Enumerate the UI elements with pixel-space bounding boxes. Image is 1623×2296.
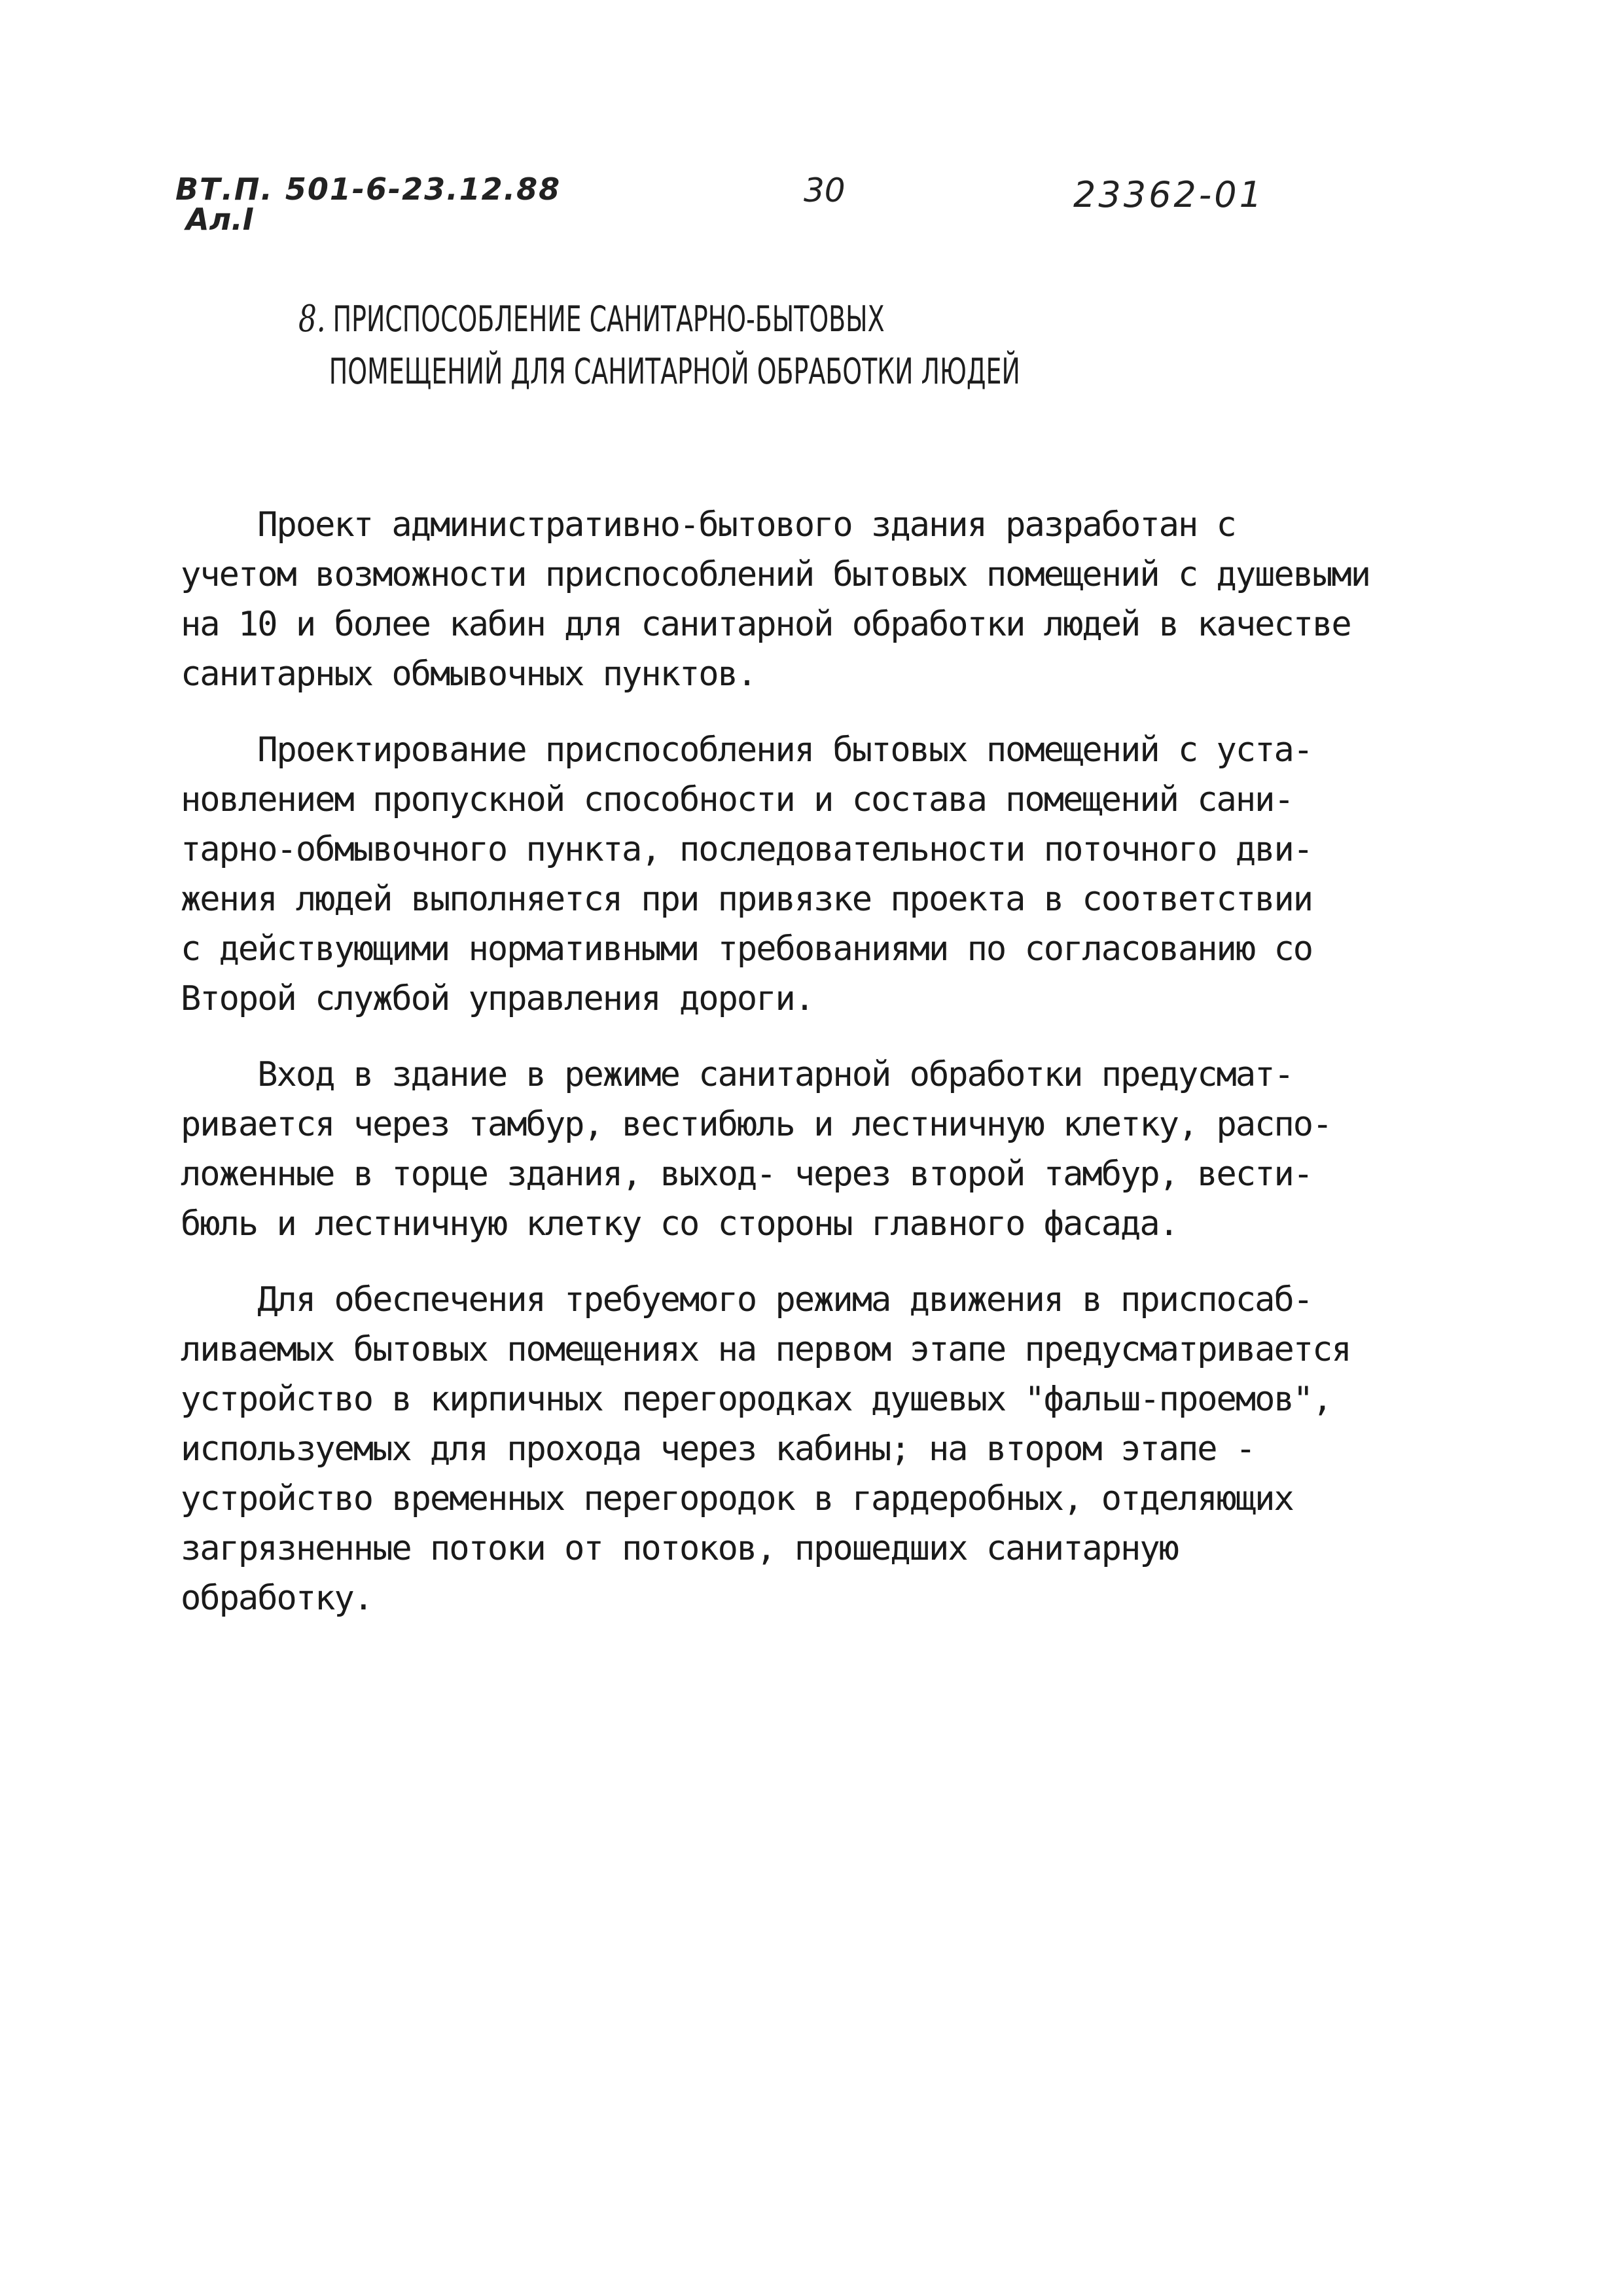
section-heading-line-1 bbox=[298, 298, 885, 340]
section-title-line-2: ПОМЕЩЕНИЙ ДЛЯ САНИТАРНОЙ ОБРАБОТКИ ЛЮДЕЙ bbox=[329, 351, 1020, 392]
paragraph-1: Проект административно-бытового здания разработан с учетом возможности приспособлений бытовых помещений с душевыми на 10 и более кабин для санитарной обработки людей в качестве санитарных обмывочных пунктов. bbox=[181, 505, 1370, 694]
section-heading bbox=[298, 293, 1020, 398]
body-text bbox=[181, 500, 1463, 1649]
page-number: 30 bbox=[804, 171, 846, 209]
paragraph-4: Для обеспечения требуемого режима движения в приспосаб- ливаемых бытовых помещениях на первом этапе предусматривается устройство в кирпичных перегородках душевых "фальш-проемов", используемых для прохода через кабины; на втором этапе - устройство временных перегородок в гардеробных, отделяющих загрязненные потоки от потоков, прошедших санитарную обработку. bbox=[181, 1280, 1351, 1618]
paragraph-3: Вход в здание в режиме санитарной обработки предусмат- ривается через тамбур, вестибюль и лестничную клетку, распо- ложенные в торце здания, выход- через второй тамбур, вести- бюль и лестничную клетку со стороны главного фасада. bbox=[181, 1055, 1332, 1244]
paragraph-2: Проектирование приспособления бытовых помещений с уста- новлением пропускной способности и состава помещений сани- тарно-обмывочного пункта, последовательности поточного дви- жения людей выполняется при привязке проекта в соответствии с действующими нормативными требованиями по согласованию со Второй службой управления дороги. bbox=[181, 730, 1313, 1018]
document-number: 23362-01 bbox=[1073, 174, 1264, 215]
album-number: Ал.I bbox=[186, 202, 254, 237]
document-code: ВТ.П. 501-6-23.12.88 bbox=[175, 171, 562, 207]
section-title-line-1: ПРИСПОСОБЛЕНИЕ САНИТАРНО-БЫТОВЫХ bbox=[332, 298, 885, 340]
section-marker: 8. bbox=[298, 298, 326, 340]
